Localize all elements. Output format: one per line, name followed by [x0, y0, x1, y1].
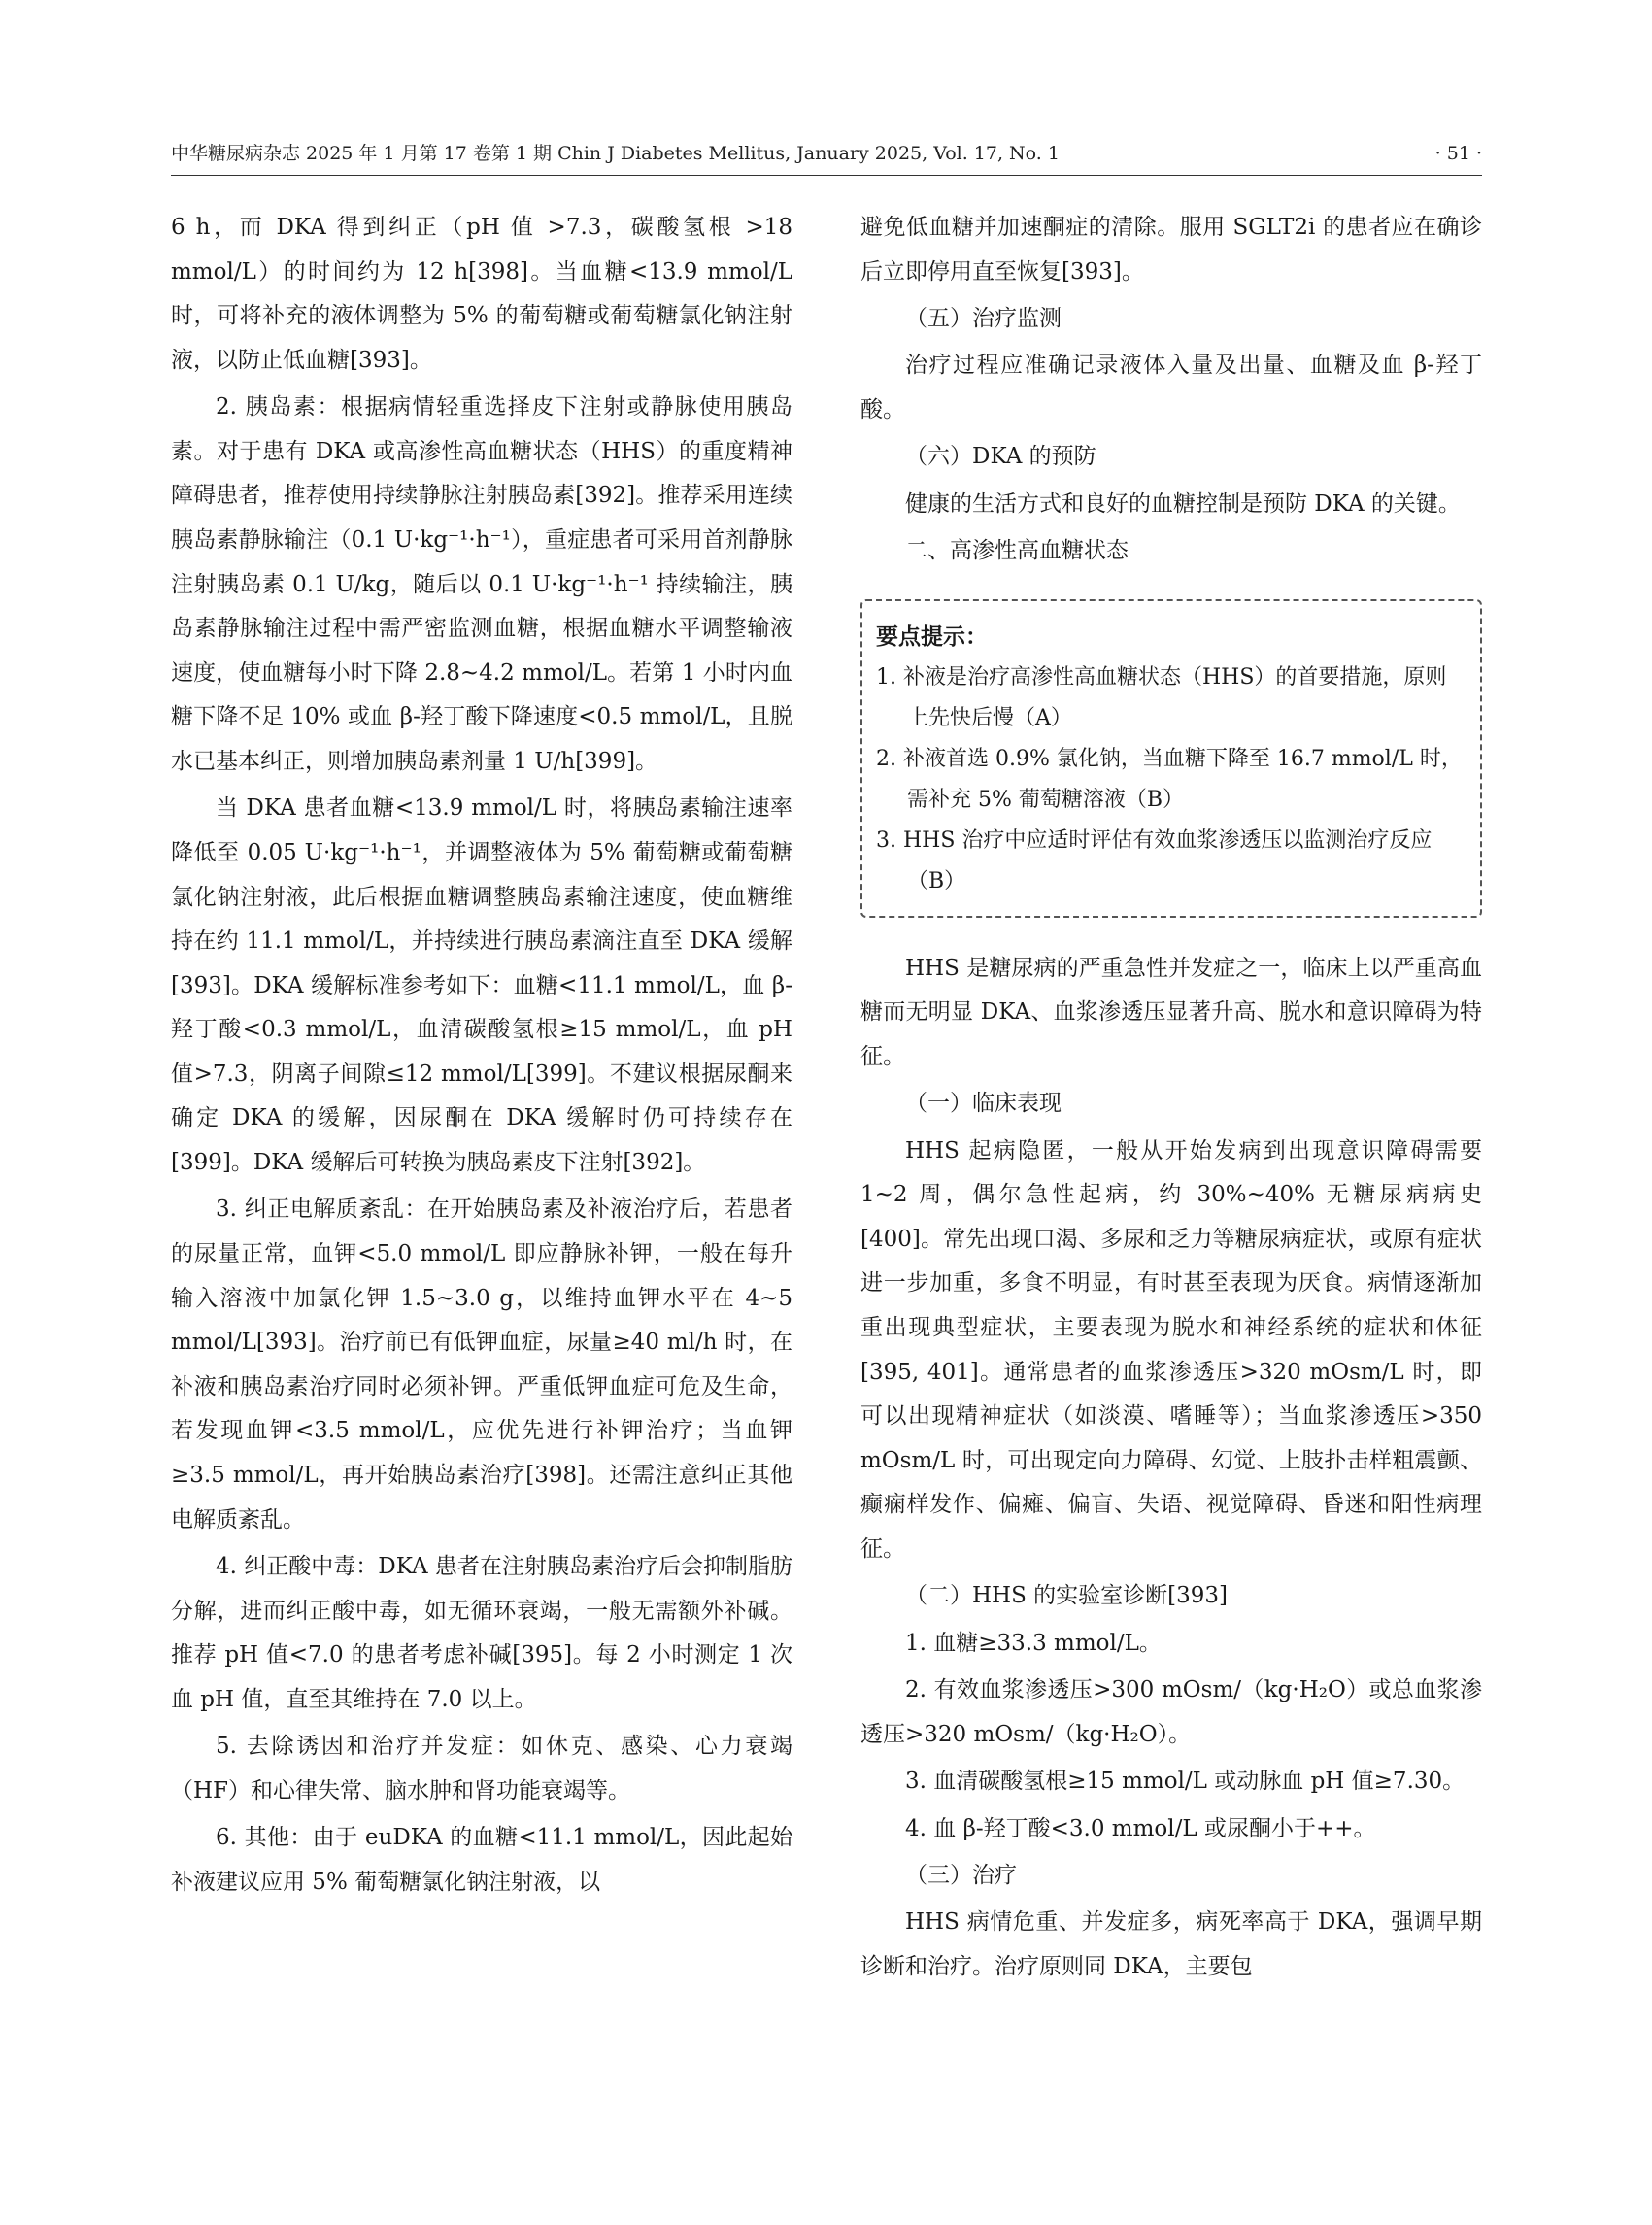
section-heading: （三）治疗 [905, 1862, 1017, 1888]
paragraph: 5. 去除诱因和治疗并发症：如休克、感染、心力衰竭（HF）和心律失常、脑水肿和肾功能衰竭等。 [171, 1734, 792, 1804]
paragraph: HHS 是糖尿病的严重急性并发症之一，临床上以严重高血糖而无明显 DKA、血浆渗透压显著升高、脱水和意识障碍为特征。 [860, 955, 1482, 1069]
paragraph: 2. 胰岛素：根据病情轻重选择皮下注射或静脉使用胰岛素。对于患有 DKA 或高渗性高血糖状态（HHS）的重度精神障碍患者，推荐使用持续静脉注射胰岛素[392]。推荐采用连续胰岛素静脉输注（0.1 U·kg⁻¹·h⁻¹），重症患者可采用首剂静脉注射胰岛素 0.1 U/kg，随后以 0.1 U·kg⁻¹·h⁻¹ 持续输注，胰岛素静脉输注过程中需严密监测血糖，根据血糖水平调整输液速度，使血糖每小时下降 2.8~4.2 mmol/L。若第 1 小时内血糖下降不足 10% 或血 β-羟丁酸下降速度<0.5 mmol/L，且脱水已基本纠正，则增加胰岛素剂量 1 U/h[399]。 [171, 394, 792, 774]
key-point-item: 3. HHS 治疗中应适时评估有效血浆渗透压以监测治疗反应（B） [876, 827, 1433, 893]
running-header [171, 136, 1482, 171]
list-item: 3. 血清碳酸氢根≥15 mmol/L 或动脉血 pH 值≥7.30。 [905, 1769, 1466, 1795]
paragraph: 3. 纠正电解质紊乱：在开始胰岛素及补液治疗后，若患者的尿量正常，血钾<5.0 mmol/L 即应静脉补钾，一般在每升输入溶液中加氯化钾 1.5~3.0 g，以维持血钾水平在 4~5 mmol/L[393]。治疗前已有低钾血症，尿量≥40 ml/h 时，在补液和胰岛素治疗同时必须补钾。严重低钾血症可危及生命，若发现血钾<3.5 mmol/L，应优先进行补钾治疗；当血钾≥3.5 mmol/L，再开始胰岛素治疗[398]。还需注意纠正其他电解质紊乱。 [171, 1197, 792, 1533]
paragraph: HHS 病情危重、并发症多，病死率高于 DKA，强调早期诊断和治疗。治疗原则同 DKA，主要包 [860, 1909, 1482, 1979]
paragraph: 4. 纠正酸中毒：DKA 患者在注射胰岛素治疗后会抑制脂肪分解，进而纠正酸中毒，如无循环衰竭，一般无需额外补碱。推荐 pH 值<7.0 的患者考虑补碱[395]。每 2 小时测定 1 次血 pH 值，直至其维持在 7.0 以上。 [171, 1554, 792, 1712]
list-item: 4. 血 β-羟丁酸<3.0 mmol/L 或尿酮小于++。 [905, 1815, 1376, 1841]
paragraph: 6. 其他：由于 euDKA 的血糖<11.1 mmol/L，因此起始补液建议应用 5% 葡萄糖氯化钠注射液，以 [171, 1825, 792, 1895]
paragraph: 避免低血糖并加速酮症的清除。服用 SGLT2i 的患者应在确诊后立即停用直至恢复[393]。 [860, 215, 1482, 285]
left-column [171, 206, 792, 1907]
right-column [860, 206, 1482, 1992]
paragraph: 治疗过程应准确记录液体入量及出量、血糖及血 β-羟丁酸。 [860, 353, 1482, 422]
section-heading: （六）DKA 的预防 [905, 444, 1096, 470]
list-item: 2. 有效血浆渗透压>300 mOsm/（kg·H₂O）或总血浆渗透压>320 mOsm/（kg·H₂O）。 [860, 1677, 1482, 1747]
section-heading: （一）临床表现 [905, 1091, 1062, 1117]
key-point-item: 2. 补液首选 0.9% 氯化钠，当血糖下降至 16.7 mmol/L 时，需补充 5% 葡萄糖溶液（B） [876, 746, 1463, 812]
paragraph: 当 DKA 患者血糖<13.9 mmol/L 时，将胰岛素输注速率降低至 0.05 U·kg⁻¹·h⁻¹，并调整液体为 5% 葡萄糖或葡萄糖氯化钠注射液，此后根据血糖调整胰岛素输注速度，使血糖维持在约 11.1 mmol/L，并持续进行胰岛素滴注直至 DKA 缓解[393]。DKA 缓解标准参考如下：血糖<11.1 mmol/L，血 β-羟丁酸<0.3 mmol/L，血清碳酸氢根≥15 mmol/L，血 pH 值>7.3，阴离子间隙≤12 mmol/L[399]。不建议根据尿酮来确定 DKA 的缓解，因尿酮在 DKA 缓解时仍可持续存在[399]。DKA 缓解后可转换为胰岛素皮下注射[392]。 [171, 795, 792, 1176]
section-heading: 二、高渗性高血糖状态 [905, 538, 1129, 564]
journal-citation: 中华糖尿病杂志 2025 年 1 月第 17 卷第 1 期 Chin J Diabetes Mellitus, January 2025, Vol. 17, No. 1 [171, 143, 1060, 164]
section-heading: （五）治疗监测 [905, 305, 1062, 331]
header-divider [171, 175, 1482, 176]
paragraph: HHS 起病隐匿，一般从开始发病到出现意识障碍需要 1~2 周，偶尔急性起病，约 30%~40% 无糖尿病病史[400]。常先出现口渴、多尿和乏力等糖尿病症状，或原有症状进一步加重，多食不明显，有时甚至表现为厌食。病情逐渐加重出现典型症状，主要表现为脱水和神经系统的症状和体征[395, 401]。通常患者的血浆渗透压>320 mOsm/L 时，即可以出现精神症状（如淡漠、嗜睡等）；当血浆渗透压>350 mOsm/L 时，可出现定向力障碍、幻觉、上肢扑击样粗震颤、癫痫样发作、偏瘫、偏盲、失语、视觉障碍、昏迷和阳性病理征。 [860, 1137, 1482, 1563]
paragraph: 健康的生活方式和良好的血糖控制是预防 DKA 的关键。 [905, 490, 1461, 517]
list-item: 1. 血糖≥33.3 mmol/L。 [905, 1630, 1162, 1656]
key-points-title: 要点提示： [876, 624, 988, 650]
key-point-item: 1. 补液是治疗高渗性高血糖状态（HHS）的首要措施，原则上先快后慢（A） [876, 664, 1447, 730]
page-number: · 51 · [1434, 143, 1482, 164]
section-heading: （二）HHS 的实验室诊断[393] [905, 1583, 1229, 1609]
paragraph: 6 h，而 DKA 得到纠正（pH 值 >7.3，碳酸氢根 >18 mmol/L）的时间约为 12 h[398]。当血糖<13.9 mmol/L 时，可将补充的液体调整为 5% 的葡萄糖或葡萄糖氯化钠注射液，以防止低血糖[393]。 [171, 215, 792, 373]
key-points-box [860, 599, 1482, 918]
